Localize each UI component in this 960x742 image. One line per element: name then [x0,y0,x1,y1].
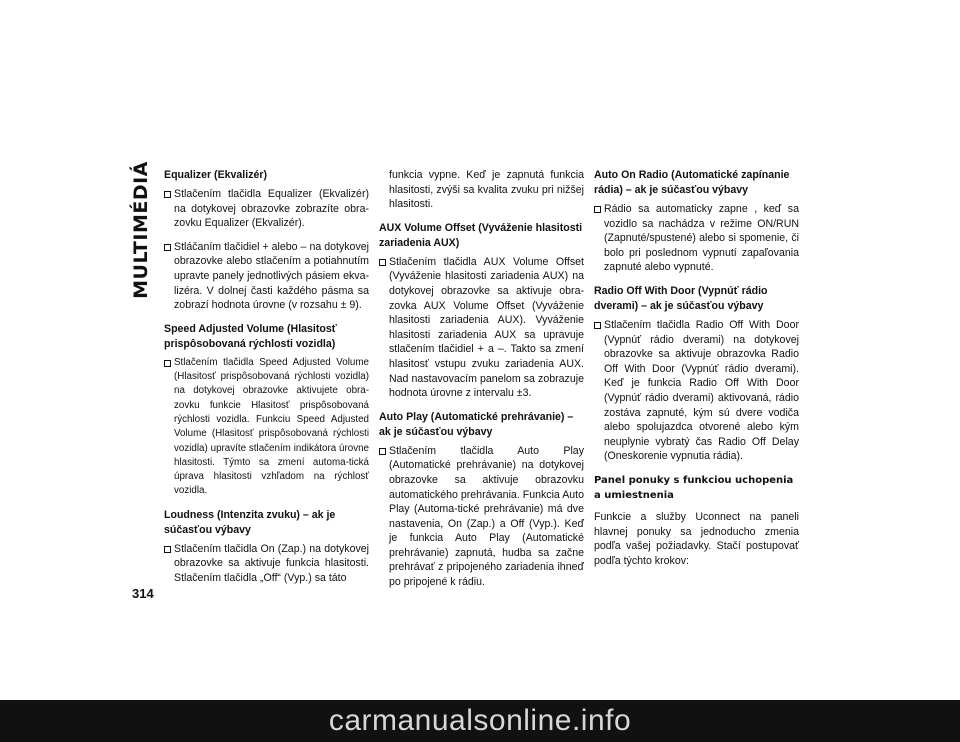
heading-loudness: Loudness (Intenzita zvuku) – ak je súčasťou výbavy [164,508,336,536]
bullet-text: Rádio sa automaticky zapne , keď sa vozidlo sa nachádza v režime ON/RUN (Zapnuté/spustené) alebo si spomenie, či bolo pri poslednom vypnutí zapaľovania zapnuté alebo vypnuté. [604,203,799,274]
column-3 [594,168,799,577]
bullet-item [164,356,369,499]
checkbox-bullet-icon [164,191,171,198]
heading-aux-volume-offset: AUX Volume Offset (Vyváženie hlasitosti zariadenia AUX) [379,221,583,249]
heading-auto-on-radio: Auto On Radio (Automatické zapínanie rádia) – ak je súčasťou výbavy [594,169,790,196]
bullet-text: Stlačením tlačidla Radio Off With Door (Vypnúť rádio dverami) na dotykovej obrazovke sa aktivuje obrazovka Radio Off With Door (Vypnúť rádio dverami). Keď je funkcia Radio Off With Door (Vypnúť rádio dverami) aktivovaná, rádio zostáva zapnuté, kým sú dvere vodiča alebo spolujazdca otvorené alebo kým neuplynie vybratý čas Radio Off Delay (Oneskorenie vypnutia rádia). [604,318,799,463]
page-number: 314 [132,586,154,601]
checkbox-bullet-icon [164,244,171,251]
checkbox-bullet-icon [594,206,601,213]
bullet-item [379,444,584,590]
bullet-text: Stláčaním tlačidiel + alebo – na dotykovej obrazovke alebo stlačením a potiahnutím upravte panely jednotlivých pásiem ekva-lizéra. V dolnej časti každého pásma sa zobrazí hodnota úrovne (v rozsahu ± 9). [174,240,369,312]
body-paragraph: Funkcie a služby Uconnect na paneli hlavnej ponuky sa jednoducho zmenia podľa vašej požiadavky. Stačí postupovať podľa týchto krokov: [594,510,799,567]
heading-drag-and-drop-menu-bar [594,473,799,503]
bullet-text: Stlačením tlačidla AUX Volume Offset (Vyváženie hlasitosti zariadenia AUX) na dotykovej obrazovke sa aktivuje obra-zovka AUX Volume Offset (Vyváženie hlasitosti zariadenia AUX). Vyváženie hlasitosti zariadenia AUX sa upravuje stlačením tlačidiel + a –. Takto sa zmení hlasitosť vstupu zvuku zariadenia AUX. Nad nastavovacím panelom sa zobrazuje hodnota úrovne z intervalu ±3. [389,255,584,400]
bullet-item [164,542,369,586]
checkbox-bullet-icon [379,448,386,455]
bullet-item [164,187,369,231]
heading-radio-off-with-door: Radio Off With Door (Vypnúť rádio dverami) – ak je súčasťou výbavy [594,284,768,312]
bullet-text: Stlačením tlačidla Auto Play (Automatické prehrávanie) na dotykovej obrazovke sa aktivuje obrazovku automatického prehrávania. Funkcia Auto Play (Automa-tické prehrávanie) má dve nastavenia, On (Zap.) a Off (Vyp.). Keď je funkcia Auto Play (Automatické prehrávanie) zapnutá, hudba sa začne prehrávať z pripojeného zariadenia ihneď po pripojené k rádiu. [389,444,584,589]
continued-paragraph: funkcia vypne. Keď je zapnutá funkcia hlasitosti, zvýši sa kvalita zvuku pri nižšej hlasitosti. [389,169,584,211]
bullet-item [594,202,799,275]
bullet-text: Stlačením tlačidla On (Zap.) na dotykovej obrazovke sa aktivuje funkcia hlasitosti. Stlačením tlačidla „Off“ (Vyp.) sa táto [174,542,369,584]
checkbox-bullet-icon [594,322,601,329]
section-side-label [130,160,152,300]
bullet-text: Stlačením tlačidla Speed Adjusted Volume (Hlasitosť prispôsobovaná rýchlosti vozidla) na dotykovej obrazovke aktivujete obra-zovku funkcie Hlasitosť prispôsobovaná rýchlosti vozidla. Funkciu Speed Adjusted Volume (Hlasitosť prispôsobovaná rýchlosti vozidla) upravíte stlačením indikátora úrovne hlasitosti. Týmto sa zmení automa-tická úprava hlasitosti vzhľadom na rýchlosť vozidla. [174,356,369,497]
checkbox-bullet-icon [379,259,386,266]
bullet-item [164,240,369,313]
column-2 [379,168,584,599]
bullet-item [379,255,584,401]
heading-speed-adjusted-volume: Speed Adjusted Volume (Hlasitosť prispôsobovaná rýchlosti vozidla) [164,322,337,350]
checkbox-bullet-icon [164,360,171,367]
heading-line: a umiestnenia [594,489,674,501]
section-label-text: MULTIMÉDIÁ [130,161,153,299]
bullet-text: Stlačením tlačidla Equalizer (Ekvalizér) na dotykovej obrazovke zobrazíte obra-zovku Equalizer (Ekvalizér). [174,188,369,230]
heading-line: Panel ponuky s funkciou uchopenia [594,474,794,486]
watermark-text: carmanualsonline.info [328,704,632,737]
column-1 [164,168,369,595]
watermark-footer [0,700,960,742]
checkbox-bullet-icon [164,546,171,553]
heading-auto-play: Auto Play (Automatické prehrávanie) – ak je súčasťou výbavy [379,410,574,438]
bullet-item [594,318,799,464]
heading-equalizer: Equalizer (Ekvalizér) [164,169,268,181]
